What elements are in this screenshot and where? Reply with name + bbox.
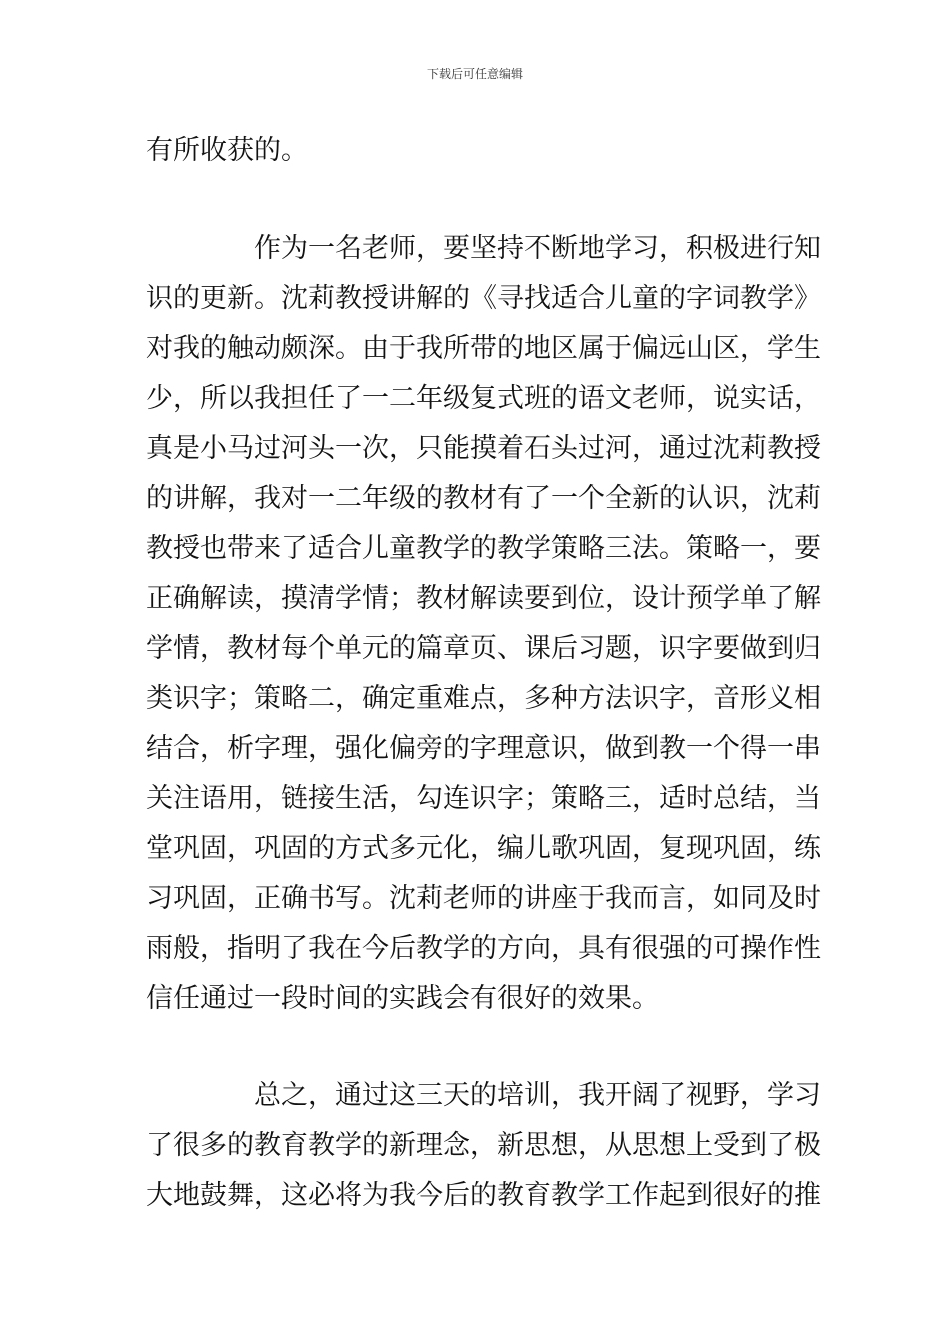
paragraph-line: 教授也带来了适合儿童教学的教学策略三法。策略一，要 bbox=[146, 533, 821, 564]
paragraph-line: 大地鼓舞，这必将为我今后的教育教学工作起到很好的推 bbox=[146, 1180, 821, 1211]
paragraph-line: 有所收获的。 bbox=[146, 135, 308, 166]
paragraph-line: 正确解读，摸清学情；教材解读要到位，设计预学单了解 bbox=[146, 583, 821, 614]
paragraph-line: 信任通过一段时间的实践会有很好的效果。 bbox=[146, 983, 659, 1014]
paragraph-line: 了很多的教育教学的新理念，新思想，从思想上受到了极 bbox=[146, 1130, 821, 1161]
paragraph-line: 堂巩固，巩固的方式多元化，编儿歌巩固，复现巩固，练 bbox=[146, 833, 821, 864]
paragraph-line: 类识字；策略二，确定重难点，多种方法识字，音形义相 bbox=[146, 683, 821, 714]
paragraph-line: 结合，析字理，强化偏旁的字理意识，做到教一个得一串 bbox=[146, 733, 821, 764]
page-header: 下载后可任意编辑 bbox=[426, 67, 523, 81]
paragraph-line: 对我的触动颇深。由于我所带的地区属于偏远山区，学生 bbox=[146, 333, 821, 364]
paragraph-line: 习巩固，正确书写。沈莉老师的讲座于我而言，如同及时 bbox=[146, 883, 821, 914]
paragraph-line: 总之，通过这三天的培训，我开阔了视野，学习 bbox=[254, 1080, 821, 1111]
paragraph-line: 雨般，指明了我在今后教学的方向，具有很强的可操作性 bbox=[146, 933, 821, 964]
paragraph-line: 的讲解，我对一二年级的教材有了一个全新的认识，沈莉 bbox=[146, 483, 821, 514]
paragraph-line: 作为一名老师，要坚持不断地学习，积极进行知 bbox=[254, 233, 821, 264]
paragraph-line: 真是小马过河头一次，只能摸着石头过河，通过沈莉教授 bbox=[146, 433, 821, 464]
paragraph-line: 学情，教材每个单元的篇章页、课后习题，识字要做到归 bbox=[146, 633, 821, 664]
paragraph-line: 少，所以我担任了一二年级复式班的语文老师，说实话， bbox=[146, 383, 821, 414]
paragraph-line: 关注语用，链接生活，勾连识字；策略三，适时总结，当 bbox=[146, 783, 821, 814]
paragraph-line: 识的更新。沈莉教授讲解的《寻找适合儿童的字词教学》 bbox=[146, 283, 821, 314]
